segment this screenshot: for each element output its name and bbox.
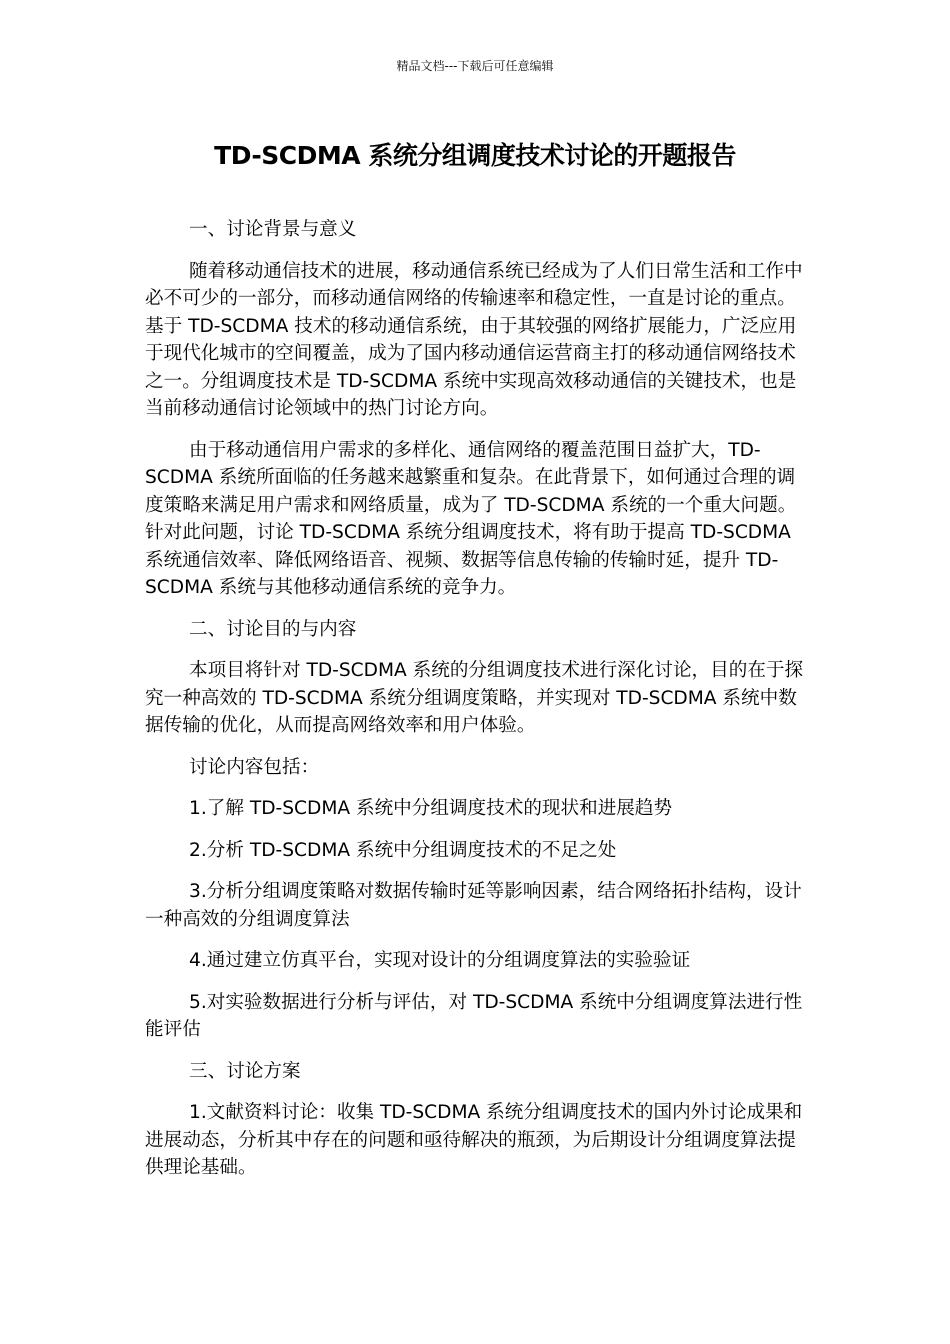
paragraph-background-2: 由于移动通信用户需求的多样化、通信网络的覆盖范围日益扩大，TD-SCDMA 系统所面临的任务越来越繁重和复杂。在此背景下，如何通过合理的调度策略来满足用户需求和网络质量，成为了 TD-SCDMA 系统的一个重大问题。针对此问题，讨论 TD-SCDMA 系统分组调度技术，将有助于提高 TD-SCDMA 系统通信效率、降低网络语音、视频、数据等信息传输的传输时延，提升 TD-SCDMA 系统与其他移动通信系统的竞争力。 [145, 439, 797, 598]
paragraph-background-1: 随着移动通信技术的进展，移动通信系统已经成为了人们日常生活和工作中必不可少的一部分，而移动通信网络的传输速率和稳定性，一直是讨论的重点。基于 TD-SCDMA 技术的移动通信系统，由于其较强的网络扩展能力，广泛应用于现代化城市的空间覆盖，成为了国内移动通信运营商主打的移动通信网络技术之一。分组调度技术是 TD-SCDMA 系统中实现高效移动通信的关键技术，也是当前移动通信讨论领域中的热门讨论方向。 [145, 260, 803, 419]
list-item: 2.分析 TD-SCDMA 系统中分组调度技术的不足之处 [189, 839, 617, 861]
document-body [145, 216, 810, 1196]
list-item: 5.对实验数据进行分析与评估，对 TD-SCDMA 系统中分组调度算法进行性能评估 [145, 991, 803, 1040]
section-heading-1: 一、讨论背景与意义 [189, 219, 357, 240]
section-heading-2: 二、讨论目的与内容 [189, 618, 357, 640]
list-item: 4.通过建立仿真平台，实现对设计的分组调度算法的实验验证 [189, 950, 691, 971]
section-heading-3: 三、讨论方案 [189, 1060, 301, 1082]
paragraph-purpose: 本项目将针对 TD-SCDMA 系统的分组调度技术进行深化讨论，目的在于探究一种高效的 TD-SCDMA 系统分组调度策略，并实现对 TD-SCDMA 系统中数据传输的优化，从而提高网络效率和用户体验。 [145, 660, 804, 736]
list-item: 1.了解 TD-SCDMA 系统中分组调度技术的现状和进展趋势 [189, 798, 673, 819]
list-item: 3.分析分组调度策略对数据传输时延等影响因素，结合网络拓扑结构，设计一种高效的分组调度算法 [145, 881, 802, 930]
paragraph-plan-1: 1.文献资料讨论：收集 TD-SCDMA 系统分组调度技术的国内外讨论成果和进展动态，分析其中存在的问题和亟待解决的瓶颈，为后期设计分组调度算法提供理论基础。 [145, 1102, 803, 1178]
page-header: 精品文档---下载后可任意编辑 [396, 59, 554, 73]
document-title: TD-SCDMA 系统分组调度技术讨论的开题报告 [214, 141, 736, 170]
paragraph-content-intro: 讨论内容包括： [189, 756, 320, 778]
